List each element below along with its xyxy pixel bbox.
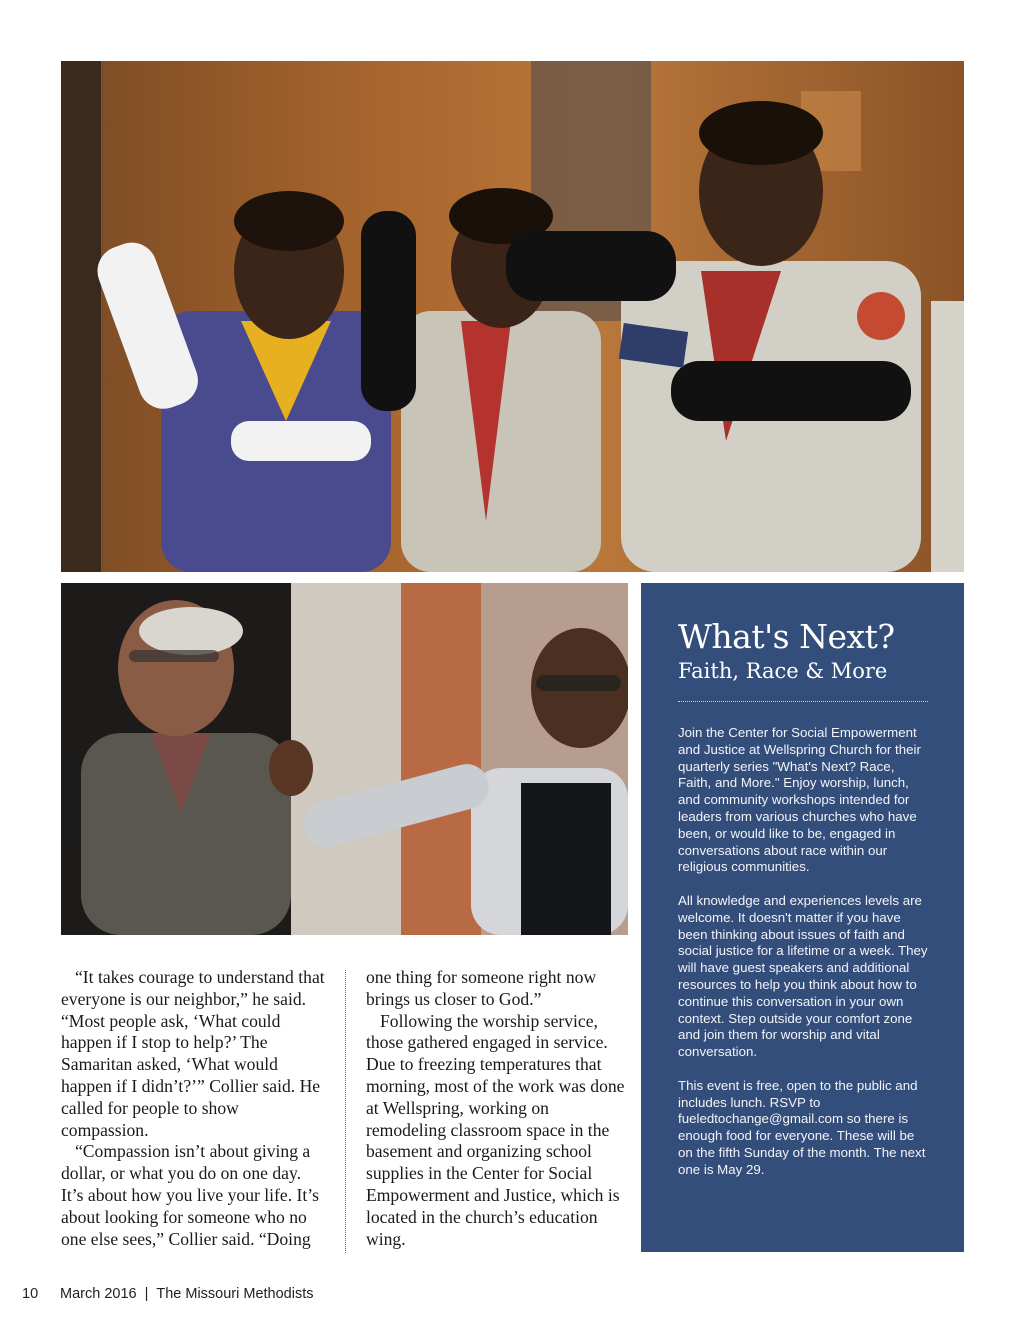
- photo-speaker: [61, 583, 628, 935]
- column-divider: [345, 970, 346, 1253]
- article-column-left: [61, 967, 326, 1250]
- photo-scouts: [61, 61, 964, 572]
- sidebar-subtitle: Faith, Race & More: [678, 659, 888, 683]
- article-paragraph: Following the worship service, those gathered engaged in service. Due to freezing temperatures that morning, most of the work was done at Wellspring, working on remodeling classroom space in the basement and organizing school supplies in the Center for Social Empowerment and Justice, which is located in the church’s education wing.: [366, 1010, 625, 1249]
- page-number: 10: [22, 1286, 39, 1302]
- sidebar-paragraph: Join the Center for Social Empowerment and Justice at Wellspring Church for their quarterly series "What's Next? Race, Faith, and More." Enjoy worship, lunch, and community workshops intended for leaders from various churches who have been, or would like to be, engaged in conversations about race within our religious communities.: [678, 725, 921, 875]
- photo-scouts-illustration: [61, 61, 964, 572]
- page-footer: [22, 1286, 314, 1302]
- sidebar-title: What's Next?: [678, 617, 895, 656]
- sidebar-paragraph: All knowledge and experiences levels are welcome. It doesn't matter if you have been thinking about issues of faith and social justice for a lifetime or a week. They will have guest speakers and additional resources to help you think about how to continue this conversation in your own context. Step outside your comfort zone and join them for worship and vital conversation.: [678, 892, 928, 1060]
- article-paragraph: one thing for someone right now brings us closer to God.”: [366, 967, 597, 1009]
- article-paragraph: “It takes courage to understand that everyone is our neighbor,” he said. “Most people ask, ‘What could happen if I stop to help?’ The Samaritan asked, ‘What would happen if I didn’t?’” Collier said. He called for people to show compassion.: [61, 967, 325, 1140]
- photo-speaker-illustration: [61, 583, 628, 935]
- sidebar-divider: [678, 701, 928, 702]
- article-column-right: [366, 967, 631, 1250]
- issue-date: March 2016: [60, 1286, 137, 1302]
- sidebar-paragraph: This event is free, open to the public and includes lunch. RSVP to fueledtochange@gmail.com so there is enough food for everyone. These will be on the fifth Sunday of the month. The next one is May 29.: [678, 1077, 926, 1177]
- article-paragraph: “Compassion isn’t about giving a dollar, or what you do on one day. It’s about how you live your life. It’s about looking for someone who no one else sees,” Collier said. “Doing: [61, 1141, 320, 1249]
- footer-separator: |: [144, 1286, 149, 1302]
- publication-name: The Missouri Methodists: [156, 1286, 314, 1302]
- sidebar-box: [641, 583, 964, 1252]
